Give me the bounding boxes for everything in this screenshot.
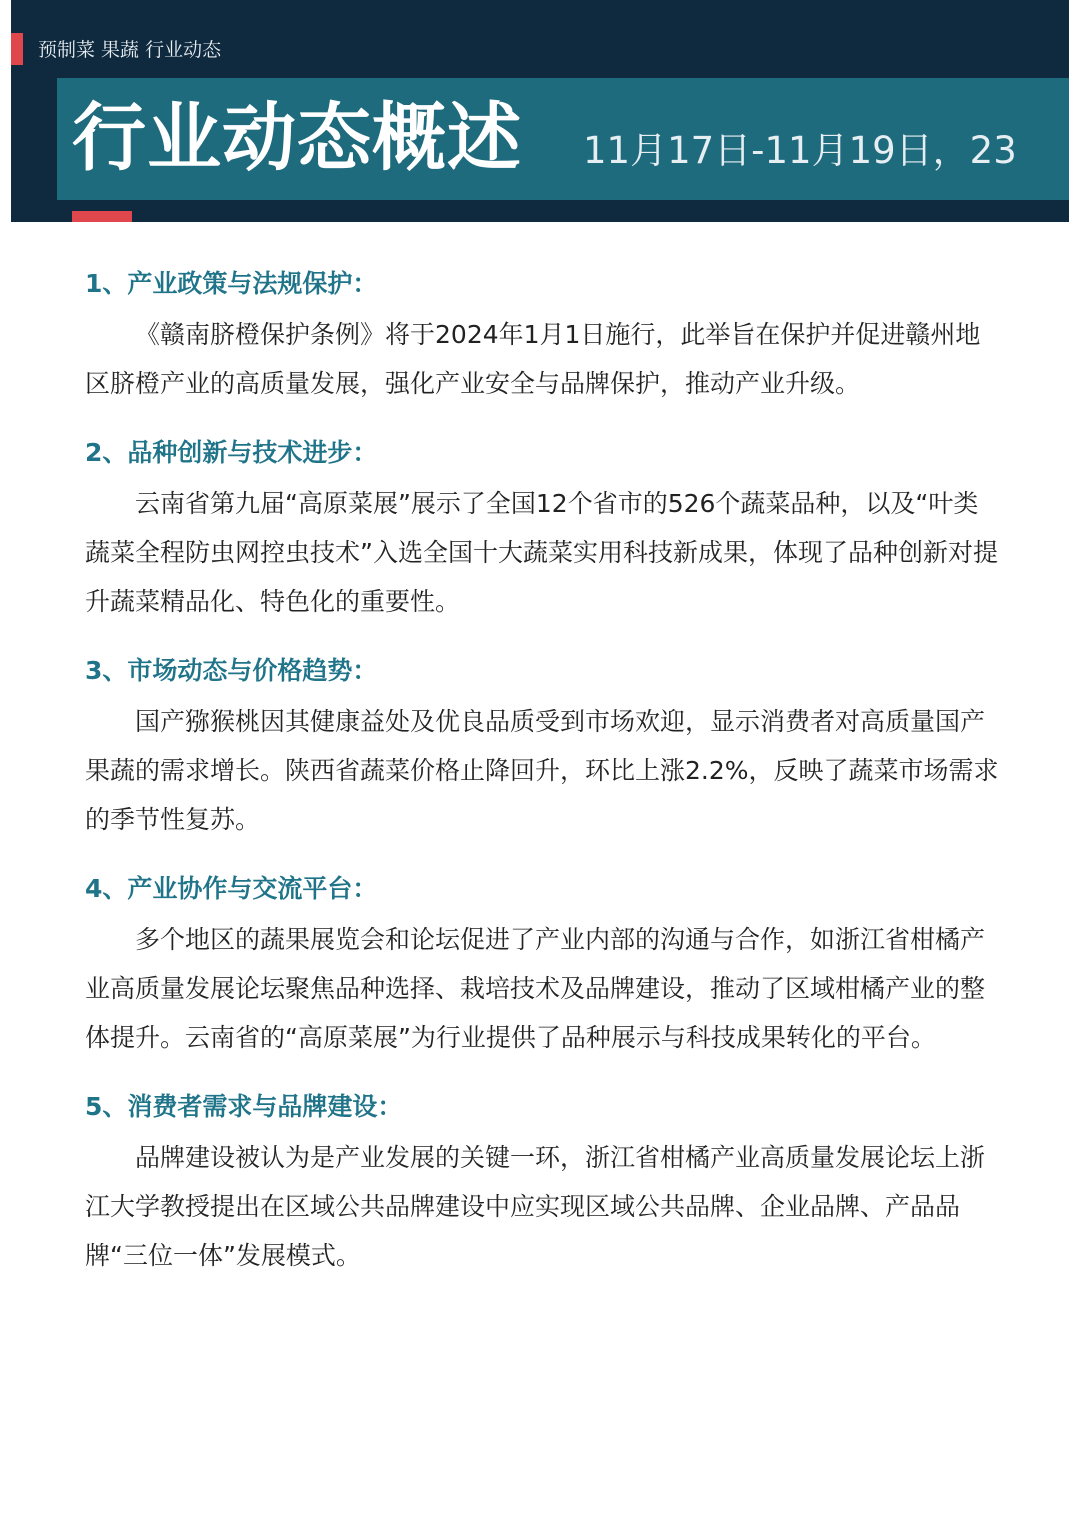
page-title: 行业动态概述 [72,95,522,181]
section-heading: 5、消费者需求与品牌建设： [85,1092,403,1121]
red-accent-bar [72,211,132,222]
section-body: 《赣南脐橙保护条例》将于2024年1月1日施行，此举旨在保护并促进赣州地区脐橙产业的高质量发展，强化产业安全与品牌保护，推动产业升级。 [85,320,981,398]
red-tab-marker [11,33,23,65]
date-range: 11月17日-11月19日，23 [583,129,1017,172]
section-body: 云南省第九届“高原菜展”展示了全国12个省市的526个蔬菜品种，以及“叶类蔬菜全程防虫网控虫技术”入选全国十大蔬菜实用科技新成果，体现了品种创新对提升蔬菜精品化、特色化的重要性。 [85,489,998,616]
section-heading: 2、品种创新与技术进步： [85,438,378,467]
section-collaboration [85,867,1000,1062]
section-body: 国产猕猴桃因其健康益处及优良品质受到市场欢迎，显示消费者对高质量国产果蔬的需求增长。陕西省蔬菜价格止降回升，环比上涨2.2%，反映了蔬菜市场需求的季节性复苏。 [85,707,999,834]
content-area [85,262,1000,1303]
section-heading: 1、产业政策与法规保护： [85,269,378,298]
section-market [85,649,1000,844]
section-body: 品牌建设被认为是产业发展的关键一环，浙江省柑橘产业高质量发展论坛上浙江大学教授提出在区域公共品牌建设中应实现区域公共品牌、企业品牌、产品品牌“三位一体”发展模式。 [85,1143,986,1270]
section-body: 多个地区的蔬果展览会和论坛促进了产业内部的沟通与合作，如浙江省柑橘产业高质量发展论坛聚焦品种选择、栽培技术及品牌建设，推动了区域柑橘产业的整体提升。云南省的“高原菜展”为行业提供了品种展示与科技成果转化的平台。 [85,925,986,1052]
breadcrumb: 预制菜 果蔬 行业动态 [38,39,222,61]
section-innovation [85,431,1000,626]
section-heading: 4、产业协作与交流平台： [85,874,378,903]
section-policy [85,262,1000,408]
section-heading: 3、市场动态与价格趋势： [85,656,378,685]
section-branding [85,1085,1000,1280]
